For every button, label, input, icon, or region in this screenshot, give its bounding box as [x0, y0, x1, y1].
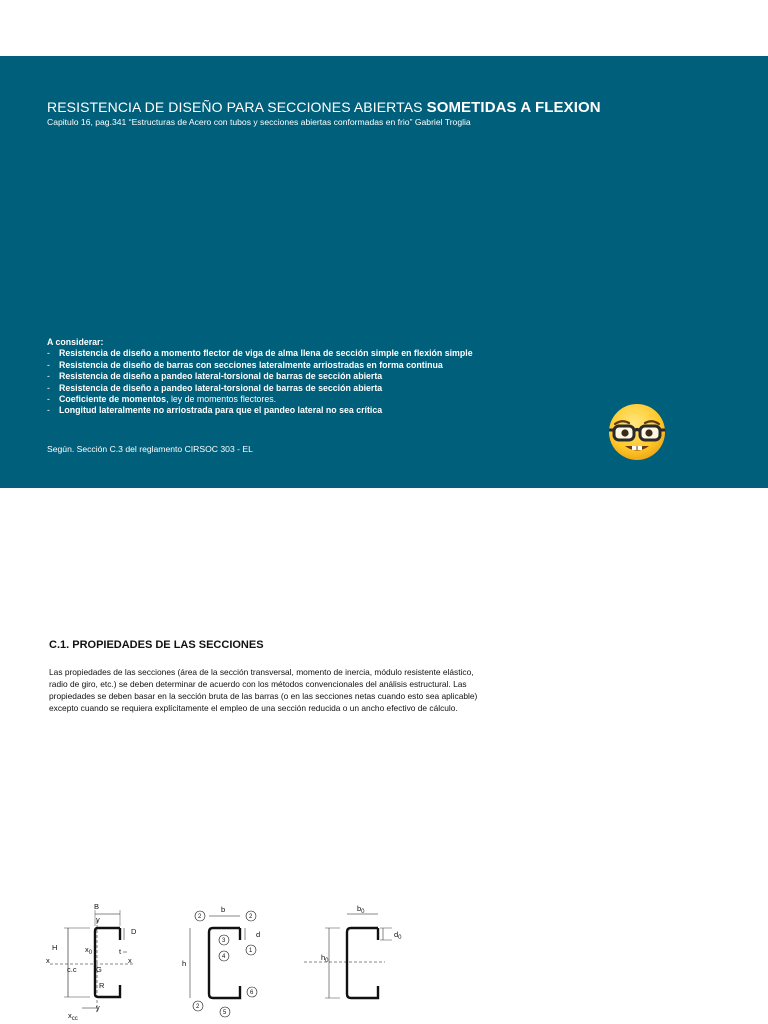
- fig2-label-2a: 2: [198, 914, 202, 920]
- page-subtitle: Capitulo 16, pag.341 “Estructuras de Acero con tubos y secciones abiertas conformadas en frio” Gabriel Troglia: [47, 117, 471, 127]
- fig2-label-1: 1: [249, 948, 253, 954]
- fig1-label-xcc: [68, 1011, 78, 1022]
- fig3-label-d0-main: d: [394, 930, 399, 939]
- fig3-label-d0: [394, 930, 402, 941]
- fig3-label-d0-sub: 0: [398, 935, 402, 941]
- source-note: Según. Sección C.3 del reglamento CIRSOC 303 - EL: [47, 444, 253, 454]
- considerations-list: [47, 348, 473, 416]
- considerations-block: [47, 337, 473, 417]
- page-title: [47, 99, 601, 116]
- fig2-label-4: 4: [222, 954, 226, 960]
- fig1-label-y-top: y: [96, 915, 100, 924]
- fig1-label-x0: [85, 945, 93, 956]
- fig1-label-G: G: [96, 965, 102, 974]
- section-shapes-figure: [40, 900, 440, 1024]
- fig3-label-h0: [321, 953, 329, 964]
- fig2-label-2b: 2: [249, 914, 253, 920]
- fig3-label-h0-sub: 0: [325, 958, 329, 964]
- fig3-label-b0-main: b: [357, 904, 362, 913]
- list-item: - Resistencia de diseño a momento flector de viga de alma llena de sección simple en flexión simple: [47, 348, 473, 359]
- fig1-label-H: H: [52, 943, 58, 952]
- fig1-label-cc: c.c: [67, 965, 77, 974]
- title-normal-part: RESISTENCIA DE DISEÑO PARA SECCIONES ABIERTAS: [47, 99, 427, 115]
- c-section-centerline-figure: [304, 914, 392, 998]
- fig1-label-R: R: [99, 981, 105, 990]
- considerations-heading: A considerar:: [47, 337, 104, 347]
- fig2-label-d: d: [256, 930, 261, 939]
- title-strong-part: SOMETIDAS A FLEXION: [426, 99, 601, 116]
- fig3-label-h0-main: h: [321, 953, 326, 962]
- nerd-face-emoji-icon: [607, 402, 667, 462]
- fig2-label-5: 5: [223, 1010, 227, 1016]
- fig1-label-x-right: x: [128, 956, 132, 965]
- list-item-coefficient: [47, 394, 473, 405]
- c-section-elements-figure: [190, 911, 257, 1017]
- fig2-label-h: h: [182, 959, 187, 968]
- fig2-label-6: 6: [250, 990, 254, 996]
- fig1-label-xcc-main: x: [68, 1011, 72, 1020]
- coefficient-bold: Coeficiente de momentos: [59, 394, 167, 405]
- fig1-label-xcc-sub: cc: [71, 1016, 78, 1022]
- fig3-label-b0: [357, 904, 365, 915]
- fig2-label-3: 3: [222, 938, 226, 944]
- fig1-label-x-left: x: [46, 956, 50, 965]
- fig3-label-b0-sub: 0: [361, 909, 365, 915]
- list-item: - Resistencia de diseño de barras con secciones lateralmente arriostradas en forma continua: [47, 360, 473, 371]
- list-item: - Resistencia de diseño a pandeo lateral-torsional de barras de sección abierta: [47, 383, 473, 394]
- fig2-label-2c: 2: [196, 1004, 200, 1010]
- fig1-label-D: D: [131, 927, 137, 936]
- fig1-label-B: B: [94, 902, 100, 911]
- fig2-label-b: b: [221, 905, 226, 914]
- section-body: Las propiedades de las secciones (área de la sección transversal, momento de inercia, módulo resistente elástico, radio de giro, etc.) se deben determinar de acuerdo con los métodos convencionales del análisis estructural. Las propiedades se deben basar en la sección bruta de las barras (o en las secciones netas cuando esto sea aplicable) excepto cuando se requiera explícitamente el empleo de una sección reducida o un ancho efectivo de cálculo.: [49, 667, 478, 713]
- fig1-label-y-bottom: y: [96, 1003, 100, 1012]
- coefficient-normal: , ley de momentos flectores.: [166, 394, 277, 405]
- section-title: C.1. PROPIEDADES DE LAS SECCIONES: [49, 639, 264, 651]
- fig1-label-x0-sub: 0: [88, 950, 93, 956]
- fig1-label-t: t: [119, 947, 122, 956]
- list-item: - Resistencia de diseño a pandeo lateral-torsional de barras de sección abierta: [47, 371, 473, 382]
- c-section-lipped-figure: [50, 910, 135, 1012]
- list-item: - Longitud lateralmente no arriostrada para que el pandeo lateral no sea crítica: [47, 405, 473, 416]
- fig1-label-x0-main: x: [85, 945, 89, 954]
